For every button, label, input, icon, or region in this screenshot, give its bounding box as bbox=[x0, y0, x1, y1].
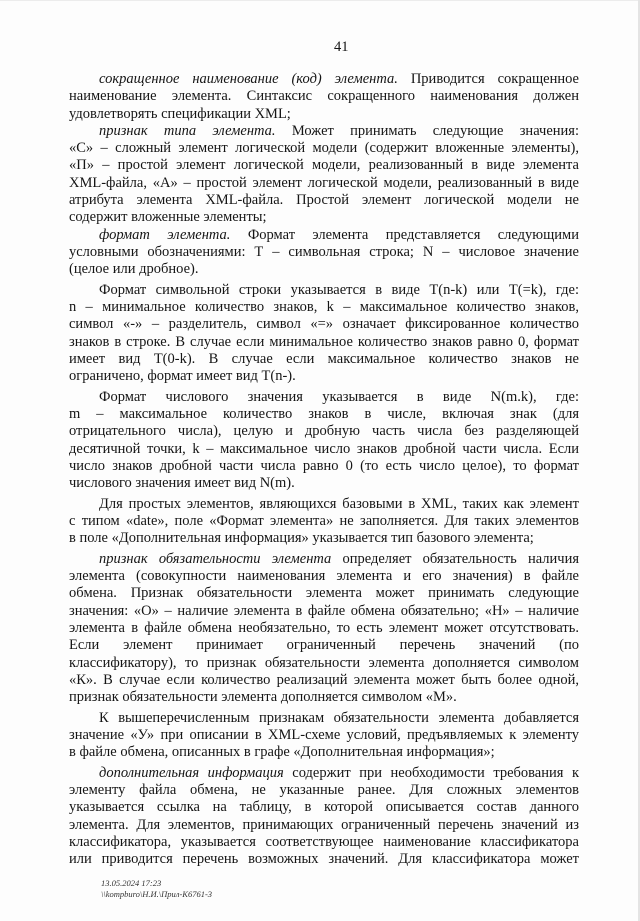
text-line-content: Для простых элементов, являющихся базовыми в XML, таких как элемент bbox=[99, 495, 579, 512]
text-line-content: (целое или дробное). bbox=[69, 261, 199, 278]
text-line-content: имеет вид T(0-k). В случае если максимальное количество знаков не bbox=[69, 350, 579, 367]
text-line-content: Если элемент принимает ограниченный перечень значений (по bbox=[69, 637, 579, 654]
text-line-content: знаков в строке. В случае если минимальное количество знаков равно 0, формат bbox=[69, 333, 579, 350]
text-line bbox=[69, 620, 579, 637]
text-line bbox=[69, 585, 579, 602]
text-line bbox=[69, 851, 579, 868]
body-text bbox=[69, 71, 579, 868]
text-line-content: условными обозначениями: Т – символьная строка; N – числовое значение bbox=[69, 243, 579, 260]
text-line-content: значение «У» при описании в XML-схеме условий, предъявляемых к элементу bbox=[69, 726, 579, 743]
text-line bbox=[69, 710, 579, 727]
text-line-content: значения: «О» – наличие элемента в файле обмена обязательно; «Н» – наличие bbox=[69, 602, 579, 619]
text-line bbox=[69, 672, 579, 689]
text-line bbox=[69, 106, 579, 123]
paragraph bbox=[69, 71, 579, 123]
page-number: 41 bbox=[334, 39, 349, 55]
text-line bbox=[69, 368, 579, 385]
text-line-content: содержит вложенные элементы; bbox=[69, 209, 267, 226]
text-line bbox=[69, 458, 579, 475]
text-line bbox=[69, 551, 579, 568]
text-line bbox=[69, 123, 579, 140]
text-line bbox=[69, 351, 579, 368]
text-line-content: число знаков дробной части числа равно 0 (то есть число целое), то формат bbox=[69, 457, 579, 474]
text-line bbox=[69, 568, 579, 585]
text-line-content: классификатору), то признак обязательности элемента дополняется символом bbox=[69, 654, 579, 671]
text-line bbox=[69, 334, 579, 351]
text-line-content: наименование элемента. Синтаксис сокращенного наименования должен bbox=[69, 88, 579, 105]
footer bbox=[101, 878, 212, 899]
text-line-content: или приводится перечень возможных значений. Для классификатора может bbox=[69, 851, 579, 868]
text-line-content: элемента (совокупности наименования элемента и его значения) в файле bbox=[69, 568, 579, 585]
defined-term: признак обязательности элемента bbox=[99, 550, 332, 567]
text-line-content: Может принимать следующие значения: bbox=[275, 122, 579, 139]
text-line bbox=[69, 637, 579, 654]
text-line bbox=[69, 765, 579, 782]
text-line bbox=[69, 655, 579, 672]
text-line-content: XML-файла, «А» – простой элемент логической модели, реализованный в виде bbox=[69, 174, 579, 191]
text-line bbox=[69, 513, 579, 530]
text-line-content: Формат символьной строки указывается в виде T(n-k) или T(=k), где: bbox=[99, 281, 579, 298]
text-line bbox=[69, 71, 579, 88]
text-line bbox=[69, 389, 579, 406]
text-line bbox=[69, 689, 579, 706]
text-line bbox=[69, 157, 579, 174]
text-line-content: обмена. Признак обязательности элемента может принимать следующие bbox=[69, 585, 579, 602]
text-line-content: ограничено, формат имеет вид T(n-). bbox=[69, 368, 296, 385]
text-line bbox=[69, 441, 579, 458]
text-line bbox=[69, 799, 579, 816]
text-line bbox=[69, 406, 579, 423]
text-line-content: «К». В случае если количество реализаций элемента может быть более одной, bbox=[69, 671, 579, 688]
paragraph bbox=[69, 123, 579, 227]
text-line-content: определяет обязательность наличия bbox=[331, 550, 579, 567]
text-line-content: удовлетворять спецификации XML; bbox=[69, 105, 291, 122]
text-line bbox=[69, 140, 579, 157]
text-line bbox=[69, 261, 579, 278]
defined-term: формат элемента. bbox=[99, 226, 231, 243]
text-line bbox=[69, 423, 579, 440]
text-line-content: Формат числового значения указывается в виде N(m.k), где: bbox=[99, 388, 579, 405]
defined-term: сокращенное наименование (код) элемента. bbox=[99, 71, 398, 87]
text-line bbox=[69, 299, 579, 316]
paragraph bbox=[69, 710, 579, 762]
text-line-content: в файле обмена, описанных в графе «Дополнительная информация»; bbox=[69, 744, 495, 761]
paragraph bbox=[69, 765, 579, 869]
text-line bbox=[69, 496, 579, 513]
text-line-content: элементу файла обмена, не указанные ранее. Для сложных элементов bbox=[69, 782, 579, 798]
text-line-content: содержит при необходимости требования к bbox=[283, 764, 580, 781]
defined-term: дополнительная информация bbox=[99, 764, 284, 781]
text-line bbox=[69, 192, 579, 209]
text-line bbox=[69, 282, 579, 299]
text-line bbox=[69, 88, 579, 105]
text-line-content: указывается ссылка на таблицу, в которой описывается состав данного bbox=[69, 799, 579, 816]
text-line bbox=[69, 175, 579, 192]
text-line bbox=[69, 603, 579, 620]
text-line-content: числового значения имеет вид N(m). bbox=[69, 475, 295, 492]
text-line bbox=[69, 316, 579, 333]
text-line bbox=[69, 727, 579, 744]
text-line bbox=[69, 244, 579, 261]
text-line-content: элемента в файле обмена необязательно, то есть элемент может отсутствовать. bbox=[69, 619, 579, 636]
text-line bbox=[69, 475, 579, 492]
text-line-content: элемента. Для элементов, принимающих ограниченный перечень значений из bbox=[69, 816, 579, 833]
text-line-content: «С» – сложный элемент логической модели (содержит вложенные элементы), bbox=[69, 140, 579, 157]
paragraph bbox=[69, 282, 579, 386]
text-line-content: десятичной точки, k – максимальное число знаков дробной части числа. Если bbox=[69, 440, 579, 457]
text-line-content: символ «-» – разделитель, символ «=» означает фиксированное количество bbox=[69, 316, 579, 333]
defined-term: признак типа элемента. bbox=[99, 122, 276, 139]
text-line-content: n – минимальное количество знаков, k – максимальное количество знаков, bbox=[69, 299, 579, 316]
text-line-content: «П» – простой элемент логической модели, реализованный в виде элемента bbox=[69, 157, 579, 174]
text-line bbox=[69, 209, 579, 226]
text-line bbox=[69, 782, 579, 799]
text-line-content: в поле «Дополнительная информация» указывается тип базового элемента; bbox=[69, 530, 534, 547]
paragraph bbox=[69, 227, 579, 279]
text-line-content: К вышеперечисленным признакам обязательности элемента добавляется bbox=[99, 709, 579, 726]
paragraph bbox=[69, 551, 579, 707]
paragraph bbox=[69, 389, 579, 493]
text-line-content: классификатора, указывается соответствующее наименование классификатора bbox=[69, 833, 579, 850]
text-line bbox=[69, 530, 579, 547]
text-line-content: Формат элемента представляется следующими bbox=[230, 226, 579, 243]
text-line bbox=[69, 227, 579, 244]
text-line-content: с типом «date», поле «Формат элемента» не заполняется. Для таких элементов bbox=[69, 512, 579, 529]
text-line bbox=[69, 817, 579, 834]
footer-timestamp: 13.05.2024 17:23 bbox=[101, 878, 162, 888]
text-line-content: признак обязательности элемента дополняется символом «М». bbox=[69, 689, 457, 706]
text-line-content: m – максимальное количество знаков в числе, включая знак (для bbox=[69, 406, 579, 423]
text-line bbox=[69, 834, 579, 851]
text-line-content: отрицательного числа), целую и дробную часть числа без разделяющей bbox=[69, 423, 579, 440]
footer-file-path: \\kompburo\Н.И.\Прил-К6761-3 bbox=[101, 888, 213, 899]
text-line-content: Приводится сокращенное bbox=[397, 71, 579, 87]
paragraph bbox=[69, 496, 579, 548]
text-line bbox=[69, 744, 579, 761]
text-line-content: атрибута элемента XML-файла. Простой элемент логической модели не bbox=[69, 192, 579, 209]
